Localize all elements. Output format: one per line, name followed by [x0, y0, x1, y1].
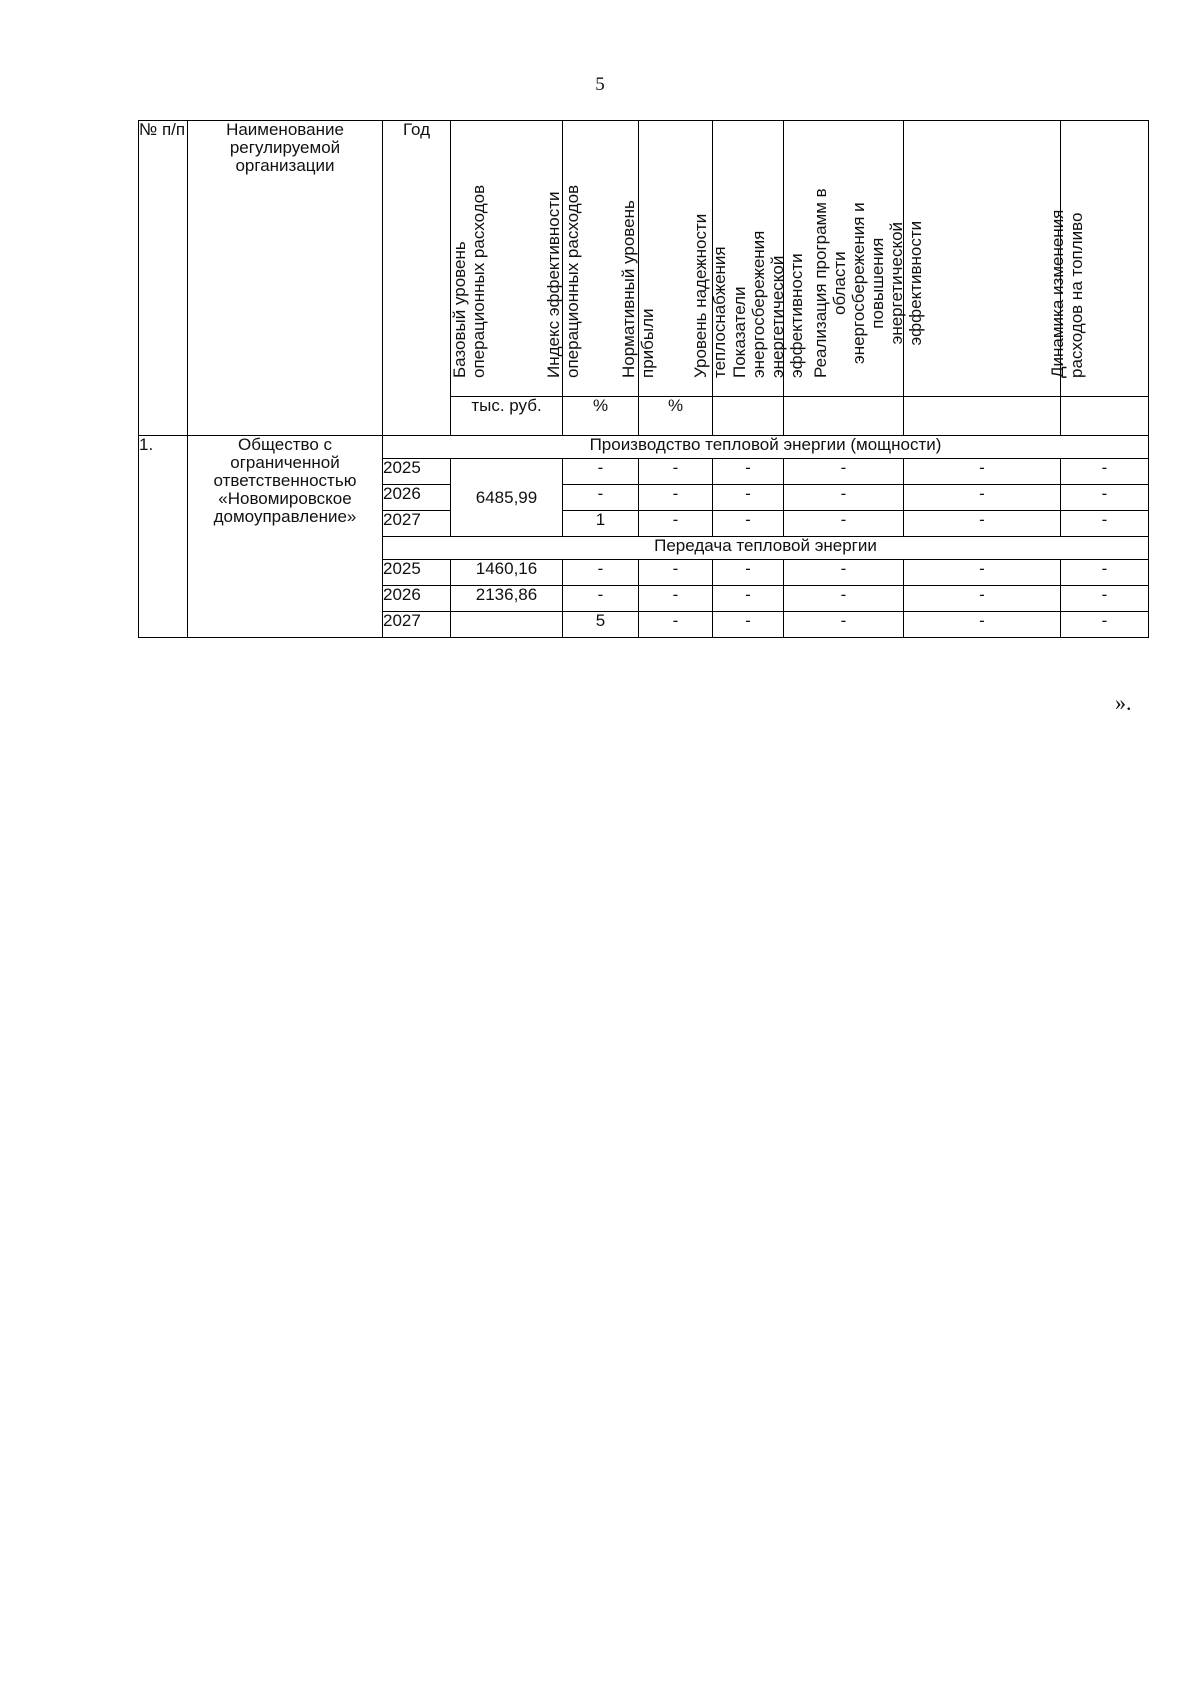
header-programs-line-1: Реализация программ в: [811, 188, 830, 378]
programs-cell: -: [904, 560, 1061, 586]
base-level-cell: 1460,16: [451, 560, 563, 586]
year-cell: 2027: [383, 511, 451, 537]
header-year: Год: [383, 121, 451, 436]
unit-programs: [904, 397, 1061, 436]
profit-level-cell: -: [639, 511, 713, 537]
unit-reliability: [713, 397, 784, 436]
reliability-cell: -: [713, 612, 784, 638]
unit-fuel-dynamics: [1061, 397, 1149, 436]
row-number: 1.: [139, 436, 188, 638]
energy-indicators-cell: -: [784, 612, 904, 638]
unit-efficiency-index: %: [563, 397, 639, 436]
header-reliability-line-1: Уровень надежности: [691, 213, 710, 378]
efficiency-index-cell: -: [563, 485, 639, 511]
header-profit-level-line-1: Нормативный уровень: [618, 200, 638, 378]
fuel-dynamics-cell: -: [1061, 612, 1149, 638]
header-energy-indicators-line-2: энергосбережения: [748, 230, 768, 378]
reliability-cell: -: [713, 586, 784, 612]
fuel-dynamics-cell: -: [1061, 586, 1149, 612]
header-energy-indicators-line-4: эффективности: [786, 253, 806, 378]
reliability-cell: -: [713, 459, 784, 485]
energy-indicators-cell: -: [784, 485, 904, 511]
reliability-cell: -: [713, 560, 784, 586]
section-title-production: Производство тепловой энергии (мощности): [383, 436, 1149, 459]
header-num: № п/п: [139, 121, 188, 436]
fuel-dynamics-cell: -: [1061, 560, 1149, 586]
profit-level-cell: -: [639, 485, 713, 511]
closing-quote-mark: ».: [1115, 690, 1132, 715]
profit-level-cell: -: [639, 459, 713, 485]
base-level-cell: [451, 612, 563, 638]
programs-cell: -: [904, 511, 1061, 537]
header-fuel-dynamics: [1047, 121, 1149, 397]
programs-cell: -: [904, 459, 1061, 485]
header-efficiency-index-line-1: Индекс эффективности: [543, 191, 563, 378]
profit-level-cell: -: [639, 586, 713, 612]
energy-indicators-cell: -: [784, 511, 904, 537]
organization-name: Общество с ограниченной ответственностью «Новомировское домоуправление»: [188, 436, 383, 638]
fuel-dynamics-cell: -: [1061, 459, 1149, 485]
header-energy-indicators-line-3: энергетической: [767, 255, 787, 378]
energy-indicators-cell: -: [784, 560, 904, 586]
header-reliability-line-2: теплоснабжения: [710, 246, 729, 378]
year-cell: 2025: [383, 560, 451, 586]
targets-table: [138, 120, 1149, 638]
efficiency-index-cell: -: [563, 586, 639, 612]
header-profit-level-line-2: прибыли: [637, 308, 657, 378]
unit-energy-indicators: [784, 397, 904, 436]
header-fuel-dynamics-line-2: расходов на топливо: [1066, 212, 1086, 378]
unit-base-level: тыс. руб.: [451, 397, 563, 436]
year-cell: 2027: [383, 612, 451, 638]
header-programs-line-6: эффективности: [906, 220, 925, 346]
page-number: 5: [595, 74, 605, 95]
header-efficiency-index-line-2: операционных расходов: [562, 184, 582, 378]
profit-level-cell: -: [639, 612, 713, 638]
fuel-dynamics-cell: -: [1061, 511, 1149, 537]
header-programs-line-3: энергосбережения и: [849, 202, 868, 364]
header-programs: [811, 121, 1061, 397]
base-level-merged-cell: 6485,99: [451, 459, 563, 537]
header-programs-line-4: повышения: [868, 237, 887, 329]
energy-indicators-cell: -: [784, 586, 904, 612]
programs-cell: -: [904, 485, 1061, 511]
efficiency-index-cell: -: [563, 459, 639, 485]
efficiency-index-cell: 1: [563, 511, 639, 537]
header-programs-line-5: энергетической: [887, 221, 906, 345]
energy-indicators-cell: -: [784, 459, 904, 485]
header-base-level-line-1: Базовый уровень: [449, 241, 469, 378]
base-level-cell: 2136,86: [451, 586, 563, 612]
efficiency-index-cell: -: [563, 560, 639, 586]
year-cell: 2026: [383, 586, 451, 612]
header-fuel-dynamics-line-1: Динамика изменения: [1047, 209, 1067, 378]
header-row: [139, 121, 1149, 397]
header-base-level-line-2: операционных расходов: [468, 184, 488, 378]
profit-level-cell: -: [639, 560, 713, 586]
programs-cell: -: [904, 586, 1061, 612]
header-energy-indicators-line-1: Показатели: [729, 286, 749, 378]
year-cell: 2025: [383, 459, 451, 485]
reliability-cell: -: [713, 511, 784, 537]
unit-profit-level: %: [639, 397, 713, 436]
efficiency-index-cell: 5: [563, 612, 639, 638]
reliability-cell: -: [713, 485, 784, 511]
fuel-dynamics-cell: -: [1061, 485, 1149, 511]
header-programs-line-2: области: [830, 251, 849, 315]
header-org: Наименование регулируемой организации: [188, 121, 383, 436]
section-title-transmission: Передача тепловой энергии: [383, 537, 1149, 560]
year-cell: 2026: [383, 485, 451, 511]
programs-cell: -: [904, 612, 1061, 638]
section-row-production: [139, 436, 1149, 459]
